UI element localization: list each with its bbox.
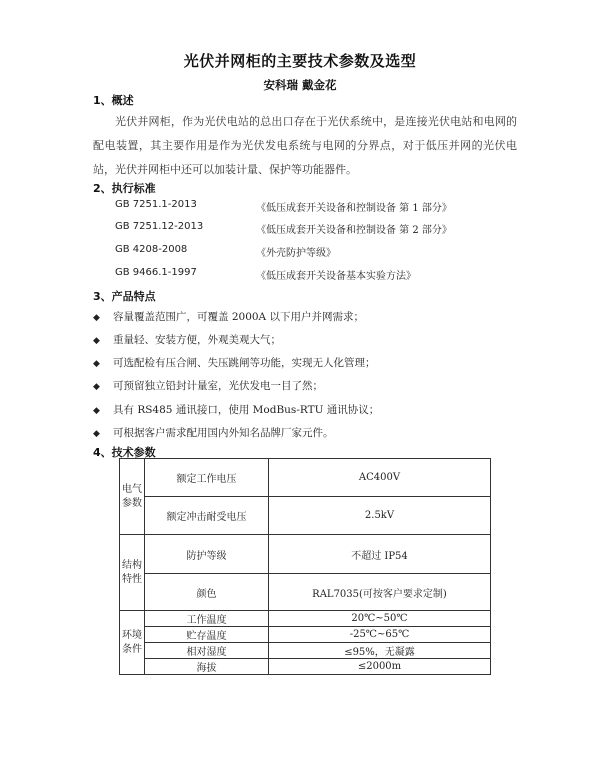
feature-item <box>93 402 379 417</box>
section-heading-standards: 2、执行标准 <box>93 182 156 195</box>
param-value: 2.5kV <box>269 497 491 535</box>
diamond-bullet-icon: ◆ <box>93 336 100 346</box>
param-name: 额定工作电压 <box>145 459 269 497</box>
feature-text: 可预留独立铅封计量室，光伏发电一目了然； <box>113 380 323 392</box>
section-heading-overview: 1、概述 <box>93 94 134 107</box>
table-row <box>120 643 491 659</box>
category-structure: 结构特性 <box>120 535 145 611</box>
feature-text: 重量轻、安装方便，外观美观大气； <box>113 334 281 346</box>
standard-name: 《低压成套开关设备基本实验方法》 <box>256 271 416 282</box>
feature-text: 可根据客户需求配用国内外知名品牌厂家元件。 <box>113 427 334 439</box>
param-value: -25℃~65℃ <box>269 627 491 643</box>
standard-code: GB 7251.12-2013 <box>115 221 204 232</box>
diamond-bullet-icon: ◆ <box>93 406 100 416</box>
feature-text: 容量覆盖范围广，可覆盖 2000A 以下用户并网需求； <box>113 311 364 323</box>
standard-name: 《低压成套开关设备和控制设备 第 1 部分》 <box>256 203 452 214</box>
param-name: 相对湿度 <box>145 643 269 659</box>
diamond-bullet-icon: ◆ <box>93 429 100 439</box>
feature-text: 具有 RS485 通讯接口，使用 ModBus-RTU 通讯协议； <box>113 404 380 416</box>
param-value: AC400V <box>269 459 491 497</box>
table-row <box>120 497 491 535</box>
category-environment: 环境条件 <box>120 611 145 675</box>
diamond-bullet-icon: ◆ <box>93 313 100 323</box>
param-name: 额定冲击耐受电压 <box>145 497 269 535</box>
section-heading-features: 3、产品特点 <box>93 290 156 303</box>
param-value: RAL7035(可按客户要求定制) <box>269 574 491 611</box>
param-name: 贮存温度 <box>145 627 269 643</box>
table-row <box>120 659 491 675</box>
feature-item <box>93 378 323 393</box>
feature-text: 可选配检有压合闸、失压跳闸等功能，实现无人化管理； <box>113 357 376 369</box>
feature-item <box>93 332 281 347</box>
param-value: ≤95%，无凝露 <box>269 643 491 659</box>
standard-name: 《低压成套开关设备和控制设备 第 2 部分》 <box>256 225 452 236</box>
section-heading-parameters: 4、技术参数 <box>93 446 156 459</box>
table-row <box>120 535 491 574</box>
diamond-bullet-icon: ◆ <box>93 359 100 369</box>
standard-code: GB 4208-2008 <box>115 244 188 255</box>
param-name: 颜色 <box>145 574 269 611</box>
standard-code: GB 9466.1-1997 <box>115 267 197 278</box>
feature-item <box>93 425 334 440</box>
table-row <box>120 627 491 643</box>
page-title: 光伏并网柜的主要技术参数及选型 <box>183 52 417 70</box>
overview-paragraph: 光伏并网柜，作为光伏电站的总出口存在于光伏系统中，是连接光伏电站和电网的配电装置，其主要作用是作为光伏发电系统与电网的分界点，对于低压并网的光伏电站，光伏并网柜中还可以加装计量、保护等功能器件。 <box>93 115 517 176</box>
authors: 安科瑞 戴金花 <box>263 78 337 92</box>
param-name: 海拔 <box>145 659 269 675</box>
table-row <box>120 459 491 497</box>
table-row <box>120 574 491 611</box>
standard-name: 《外壳防护等级》 <box>256 248 336 259</box>
table-row <box>120 611 491 627</box>
feature-item <box>93 355 376 370</box>
param-value: 不超过 IP54 <box>269 535 491 574</box>
diamond-bullet-icon: ◆ <box>93 382 100 392</box>
category-electrical: 电气参数 <box>120 459 145 535</box>
param-value: 20℃~50℃ <box>269 611 491 627</box>
param-name: 防护等级 <box>145 535 269 574</box>
param-name: 工作温度 <box>145 611 269 627</box>
parameters-table <box>119 458 491 675</box>
param-value: ≤2000m <box>269 659 491 675</box>
feature-item <box>93 309 364 324</box>
standard-code: GB 7251.1-2013 <box>115 199 197 210</box>
